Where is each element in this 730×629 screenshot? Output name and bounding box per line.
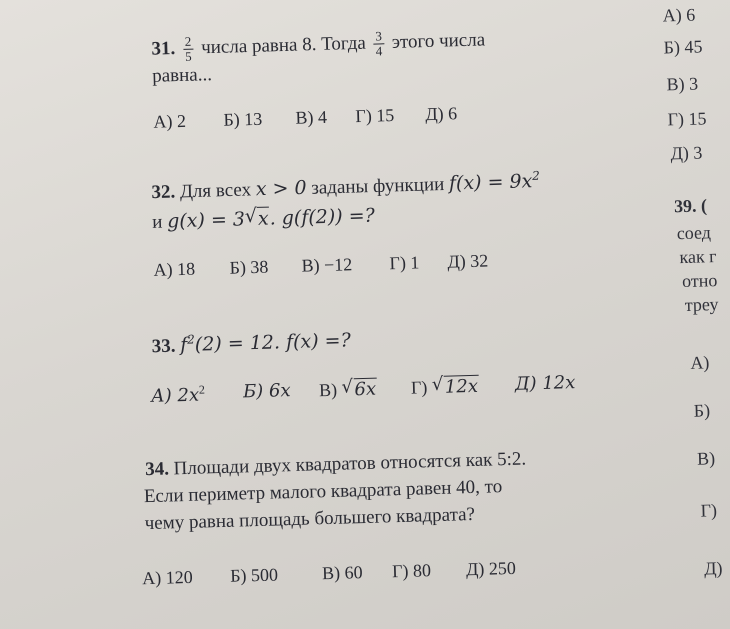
- math-expression: $f^2(2) = 12$. f(x) =?: [179, 329, 352, 357]
- question-text: чему равна площадь большего квадрата?: [144, 503, 476, 535]
- answer-option: Б) 6x: [242, 380, 291, 403]
- answer-option: Д) 250: [465, 557, 517, 580]
- question-text: этого числа: [391, 29, 486, 53]
- right-column-text: Б): [693, 400, 711, 421]
- question-number: 31.: [151, 37, 176, 60]
- right-column-text: соед: [676, 222, 712, 244]
- right-column-text: треу: [684, 294, 719, 315]
- answer-option: Д) 32: [447, 250, 489, 272]
- answer-option: А) $2x^2$: [150, 382, 206, 407]
- sqrt-symbol: √ x: [245, 207, 270, 231]
- answer-option: Б) 500: [229, 564, 279, 586]
- question-number: 33.: [151, 335, 176, 358]
- right-column-text: Г): [700, 500, 718, 521]
- question-number: 34.: [144, 458, 170, 481]
- question-31: [151, 26, 485, 64]
- question-text: числа равна 8. Тогда: [200, 32, 367, 59]
- answer-option: Д) 6: [425, 103, 458, 125]
- fraction: $\frac{2}{5}$: [184, 33, 192, 64]
- answer-option: А) 18: [153, 258, 196, 280]
- right-column-text: Б) 45: [663, 36, 703, 58]
- right-column-text: А) 6: [662, 4, 696, 26]
- fraction: $\frac{3}{4}$: [375, 28, 383, 59]
- answer-option: А) 2: [153, 110, 187, 132]
- right-column-text: В): [696, 448, 716, 469]
- question-32: [151, 169, 540, 204]
- question-33: [151, 328, 351, 358]
- question-number: 32.: [151, 181, 176, 204]
- sqrt-symbol: √ 12x: [432, 375, 480, 398]
- question-text: Если периметр малого квадрата равен 40, то: [143, 476, 503, 508]
- answer-option: Г) 80: [391, 560, 432, 582]
- question-text: Для всех: [179, 179, 252, 203]
- answer-option: Г) 1: [389, 252, 420, 274]
- math-expression: x > 0: [255, 176, 307, 201]
- right-column-text: отно: [681, 270, 718, 292]
- answer-option: Д) 12x: [514, 372, 576, 395]
- answer-option: Г) √ 12x: [411, 375, 480, 399]
- answer-option: Б) 13: [223, 108, 263, 130]
- answer-option: В) 4: [295, 106, 328, 128]
- answer-option: Б) 38: [229, 256, 269, 278]
- sqrt-symbol: √ 6x: [341, 378, 377, 401]
- question-32-line2: и g(x) = 3√ x. g(f(2)) =?: [152, 204, 375, 234]
- right-column-text: Д): [703, 558, 723, 579]
- right-column-text: А): [690, 352, 710, 373]
- answer-option: В) √ 6x: [319, 378, 378, 402]
- right-column-text: В) 3: [666, 73, 699, 95]
- right-column-text: Г) 15: [667, 108, 707, 130]
- answer-option: В) 60: [321, 562, 363, 584]
- question-text: Площади двух квадратов относятся как 5:2.: [173, 448, 527, 480]
- right-column-text: как г: [679, 246, 717, 268]
- right-column-text: Д) 3: [670, 142, 703, 164]
- question-text: заданы функции: [311, 174, 445, 199]
- answer-option: Г) 15: [355, 105, 395, 127]
- math-expression: $f(x) = 9x^2$: [448, 168, 541, 195]
- math-expression: g(x) = 3√ x. g(f(2)) =?: [167, 205, 375, 233]
- right-column-text: 39. (: [673, 195, 708, 217]
- answer-option: В) −12: [301, 254, 353, 276]
- question-text: равна...: [151, 64, 213, 87]
- answer-option: А) 120: [141, 566, 193, 589]
